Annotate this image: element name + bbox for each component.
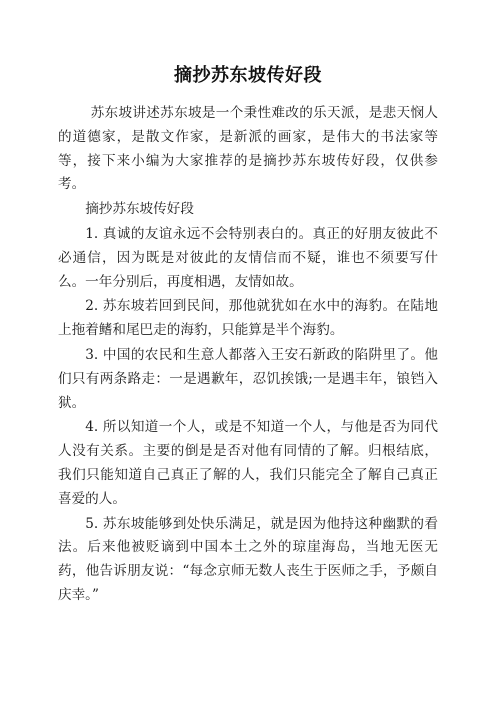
- intro-paragraph: 苏东坡讲述苏东坡是一个秉性难改的乐天派，是悲天悯人的道德家，是散文作家，是新派的画家，是伟大的书法家等等，接下来小编为大家推荐的是摘抄苏东坡传好段，仅供参考。: [58, 105, 438, 193]
- excerpt-paragraph-1: 1. 真诚的友谊永远不会特别表白的。真正的好朋友彼此不必通信，因为既是对彼此的友情信而不疑，谁也不须要写什么。一年分别后，再度相遇，友情如故。: [58, 225, 438, 290]
- excerpt-paragraph-4: 4. 所以知道一个人，或是不知道一个人，与他是否为同代人没有关系。主要的倒是是否对他有同情的了解。归根结底，我们只能知道自己真正了解的人，我们只能完全了解自己真正喜爱的人。: [58, 419, 438, 507]
- document-title: 摘抄苏东坡传好段: [174, 65, 322, 86]
- subheading: 摘抄苏东坡传好段: [85, 201, 194, 218]
- excerpt-paragraph-3: 3. 中国的农民和生意人都落入王安石新政的陷阱里了。他们只有两条路走：一是遇歉年，忍饥挨饿;一是遇丰年，锒铛入狱。: [58, 346, 438, 411]
- excerpt-paragraph-5: 5. 苏东坡能够到处快乐满足，就是因为他持这种幽默的看法。后来他被贬谪到中国本土之外的琼崖海岛，当地无医无药，他告诉朋友说：“每念京师无数人丧生于医师之手，予颇自庆幸。”: [58, 515, 438, 603]
- excerpt-paragraph-2: 2. 苏东坡若回到民间，那他就犹如在水中的海豹。在陆地上拖着鳍和尾巴走的海豹，只能算是半个海豹。: [58, 298, 438, 339]
